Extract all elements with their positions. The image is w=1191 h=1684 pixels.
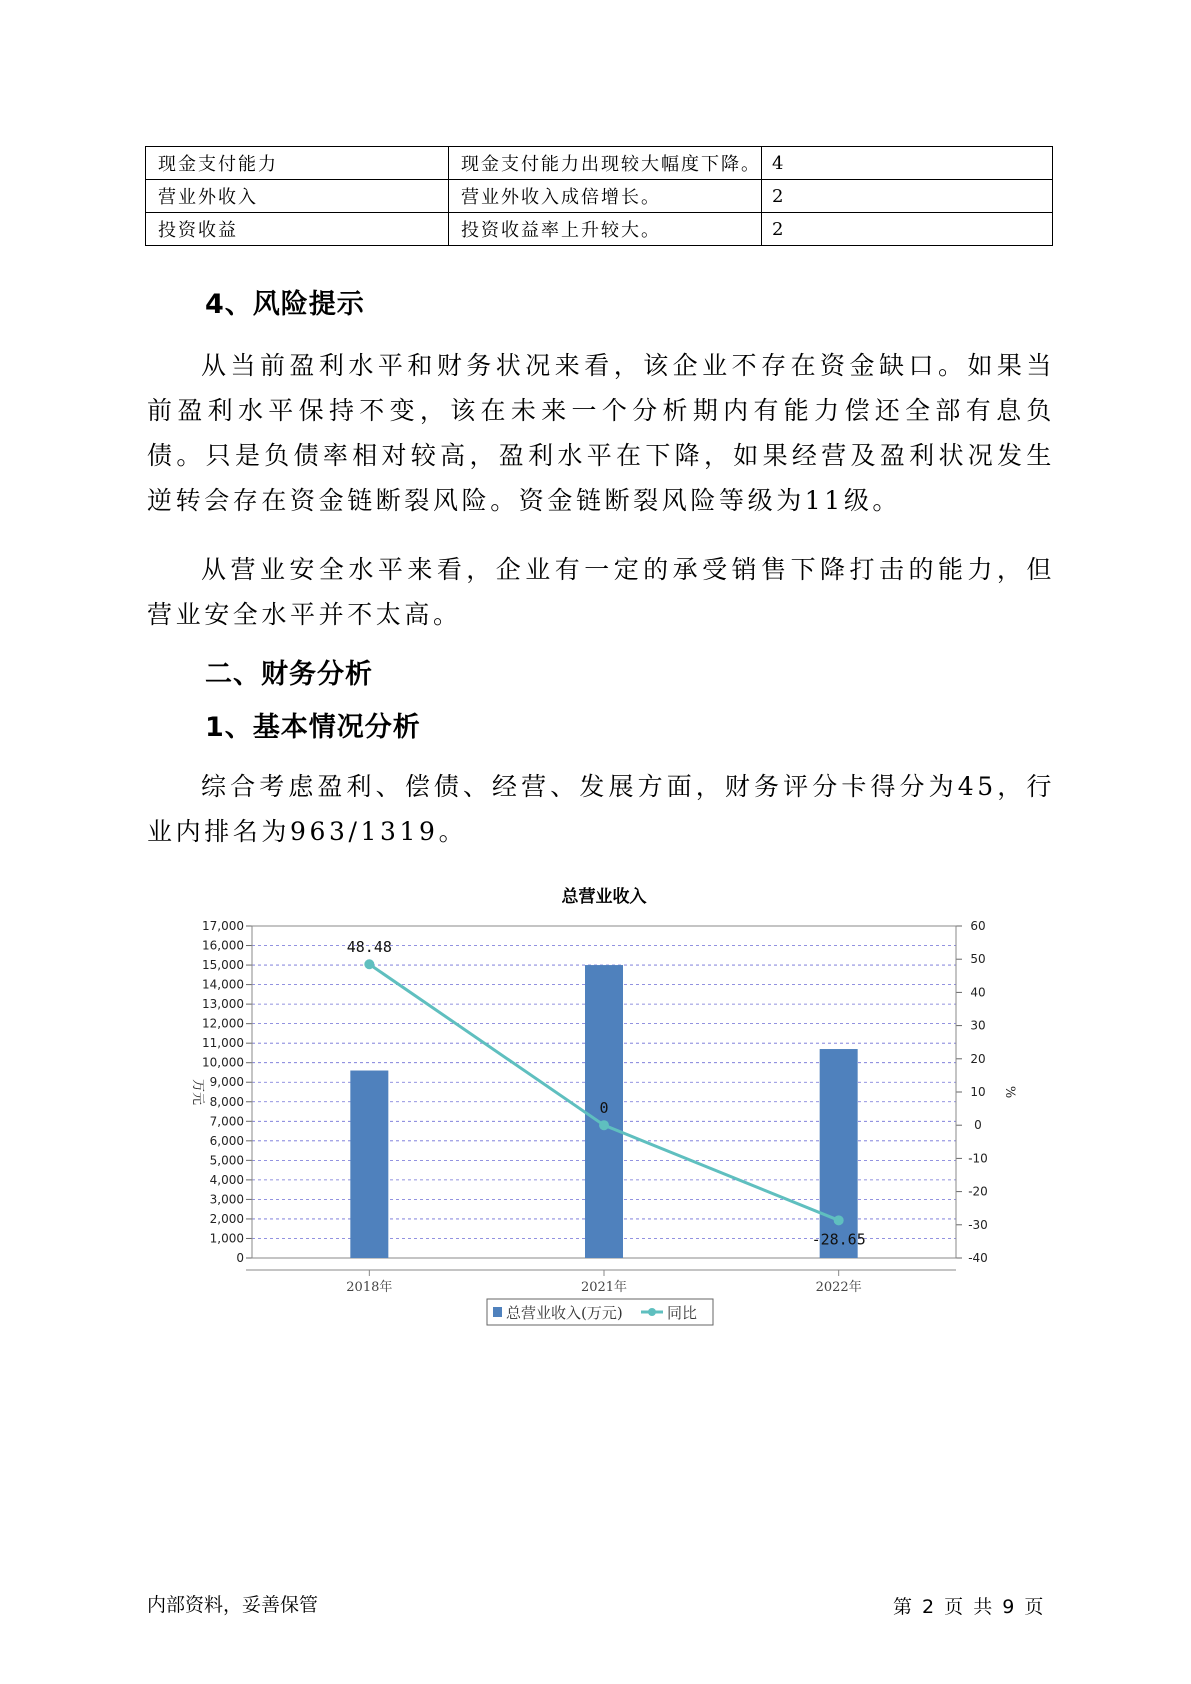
legend-label-revenue: 总营业收入(万元) xyxy=(506,1304,623,1322)
yoy-data-label: 0 xyxy=(599,1099,609,1118)
finance-heading: 二、财务分析 xyxy=(205,659,373,690)
yoy-data-label: -28.65 xyxy=(811,1230,866,1249)
y2-tick-label: 20 xyxy=(970,1051,986,1066)
y2-tick-label: 10 xyxy=(970,1085,986,1099)
y-tick-label: 15,000 xyxy=(202,958,244,973)
table-cell-score: 2 xyxy=(762,213,1053,246)
y2-axis-label: % xyxy=(1002,1085,1017,1099)
y2-tick-label: 60 xyxy=(970,919,986,933)
table-cell-item: 投资收益 xyxy=(146,213,449,246)
score-paragraph: 综合考虑盈利、偿债、经营、发展方面，财务评分卡得分为45，行业内排名为963/1319。 xyxy=(147,772,1055,846)
y-tick-label: 2,000 xyxy=(209,1211,244,1226)
yoy-data-label: 48.48 xyxy=(346,938,392,957)
y-tick-label: 12,000 xyxy=(202,1016,244,1031)
risk-paragraph-2: 从营业安全水平来看，企业有一定的承受销售下降打击的能力，但营业安全水平并不太高。 xyxy=(147,555,1055,629)
y2-tick-label: 30 xyxy=(970,1018,986,1033)
x-tick-label: 2021年 xyxy=(580,1280,628,1295)
revenue-bar xyxy=(350,1071,388,1258)
legend-label-yoy: 同比 xyxy=(667,1304,698,1322)
yoy-point xyxy=(364,959,374,969)
legend-swatch-bar xyxy=(493,1307,502,1317)
y2-tick-label: 50 xyxy=(970,952,986,967)
y-tick-label: 13,000 xyxy=(202,997,244,1012)
footer-confidential: 内部资料，妥善保管 xyxy=(147,1594,319,1616)
y-tick-label: 11,000 xyxy=(202,1036,244,1051)
y2-tick-label: -20 xyxy=(968,1184,988,1199)
y-tick-label: 17,000 xyxy=(202,919,244,933)
table-cell-desc: 投资收益率上升较大。 xyxy=(449,213,762,246)
table-cell-item: 营业外收入 xyxy=(146,180,449,213)
table-cell-desc: 营业外收入成倍增长。 xyxy=(449,180,762,213)
table-cell-score: 2 xyxy=(762,180,1053,213)
y-tick-label: 7,000 xyxy=(209,1114,244,1129)
risk-heading: 4、风险提示 xyxy=(205,289,365,320)
y-tick-label: 1,000 xyxy=(209,1231,244,1246)
y-tick-label: 4,000 xyxy=(209,1172,244,1187)
table-cell-item: 现金支付能力 xyxy=(146,147,449,180)
y-tick-label: 10,000 xyxy=(202,1055,244,1070)
revenue-bar xyxy=(820,1049,858,1258)
chart-title: 总营业收入 xyxy=(561,887,647,907)
table-cell-desc: 现金支付能力出现较大幅度下降。 xyxy=(449,147,762,180)
y2-tick-label: 0 xyxy=(974,1118,982,1133)
y2-tick-label: 40 xyxy=(970,985,986,1000)
y-tick-label: 5,000 xyxy=(209,1153,244,1168)
y-tick-label: 9,000 xyxy=(209,1075,244,1090)
y-tick-label: 8,000 xyxy=(209,1094,244,1109)
y-tick-label: 16,000 xyxy=(202,938,244,953)
y-tick-label: 0 xyxy=(236,1251,244,1265)
risk-paragraph-1: 从当前盈利水平和财务状况来看，该企业不存在资金缺口。如果当前盈利水平保持不变，该在未来一个分析期内有能力偿还全部有息负债。只是负债率相对较高，盈利水平在下降，如果经营及盈利状况发生逆转会存在资金链断裂风险。资金链断裂风险等级为11级。 xyxy=(147,351,1055,515)
y-tick-label: 6,000 xyxy=(209,1133,244,1148)
basic-analysis-heading: 1、基本情况分析 xyxy=(205,712,421,743)
y-axis-label: 万元 xyxy=(190,1078,205,1106)
footer-page-number: 第 2 页 共 9 页 xyxy=(893,1596,1044,1618)
legend-swatch-marker xyxy=(648,1308,656,1316)
y2-tick-label: -10 xyxy=(968,1151,988,1166)
yoy-point xyxy=(599,1120,609,1130)
y-tick-label: 3,000 xyxy=(209,1192,244,1207)
table-cell-score: 4 xyxy=(762,147,1053,180)
y-tick-label: 14,000 xyxy=(202,977,244,992)
yoy-point xyxy=(834,1215,844,1225)
x-tick-label: 2022年 xyxy=(815,1280,862,1295)
y2-tick-label: -30 xyxy=(968,1217,988,1232)
y2-tick-label: -40 xyxy=(968,1251,988,1265)
x-tick-label: 2018年 xyxy=(346,1280,393,1295)
